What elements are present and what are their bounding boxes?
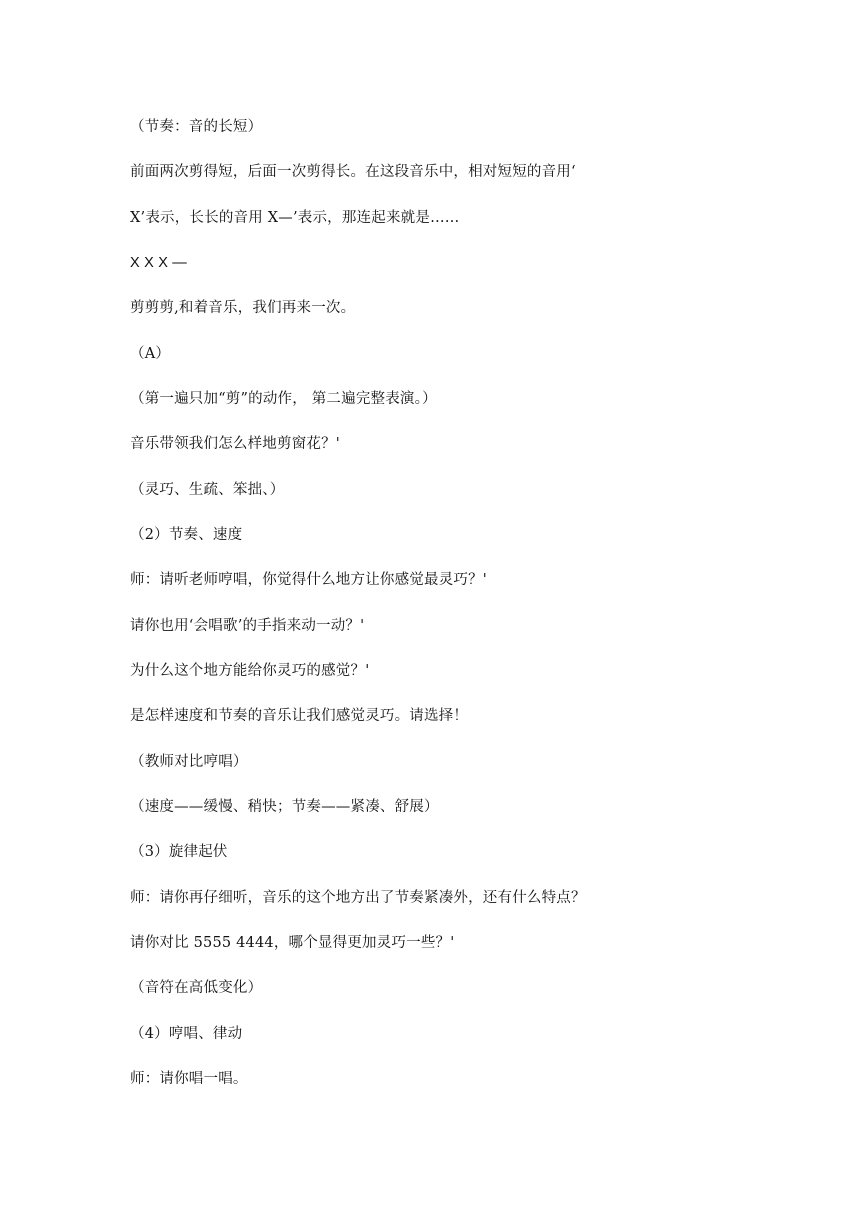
section-heading-melody: （3）旋律起伏 xyxy=(130,844,228,860)
text-line-section-a: （A） xyxy=(130,346,171,362)
text-line-repeat-instruction: 剪剪剪,和着音乐，我们再来一次。 xyxy=(130,300,356,316)
text-line-notation-explanation: X’表示，长长的音用 X—’表示，那连起来就是…… xyxy=(130,210,460,226)
text-line-choose-instruction: 是怎样速度和节奏的音乐让我们感觉灵巧。请选择！ xyxy=(130,708,469,724)
text-line-why-question: 为什么这个地方能给你灵巧的感觉？' xyxy=(130,663,370,679)
section-heading-hum-movement: （4）哼唱、律动 xyxy=(130,1026,243,1042)
text-line-answer-options: （灵巧、生疏、笨拙、） xyxy=(130,482,285,498)
text-line-compare-notes: 请你对比 5555 4444，哪个显得更加灵巧一些？' xyxy=(130,935,455,951)
text-line-cut-description: 前面两次剪得短，后面一次剪得长。在这段音乐中，相对短短的音用‘ xyxy=(130,164,576,180)
section-heading-rhythm-speed: （2）节奏、速度 xyxy=(130,527,243,543)
text-line-teacher-contrast: （教师对比哼唱） xyxy=(130,754,248,770)
text-line-rhythm-notation: X X X — xyxy=(130,255,187,271)
text-line-question-cut-style: 音乐带领我们怎么样地剪窗花？' xyxy=(130,436,340,452)
text-line-rhythm-note: （节奏：音的长短） xyxy=(130,119,263,135)
text-line-speed-rhythm-options: （速度——缓慢、稍快；节奏——紧凑、舒展） xyxy=(130,799,439,815)
text-line-sing-instruction: 师：请你唱一唱。 xyxy=(130,1071,248,1087)
text-line-performance-note: （第一遍只加“剪”的动作， 第二遍完整表演。） xyxy=(130,391,437,407)
text-line-finger-movement: 请你也用‘会唱歌’的手指来动一动？' xyxy=(130,618,365,634)
text-line-teacher-hum-question: 师：请听老师哼唱，你觉得什么地方让你感觉最灵巧？' xyxy=(130,572,487,588)
text-line-pitch-change: （音符在高低变化） xyxy=(130,980,263,996)
text-line-listen-again: 师：请你再仔细听，音乐的这个地方出了节奏紧凑外，还有什么特点？ xyxy=(130,890,586,906)
